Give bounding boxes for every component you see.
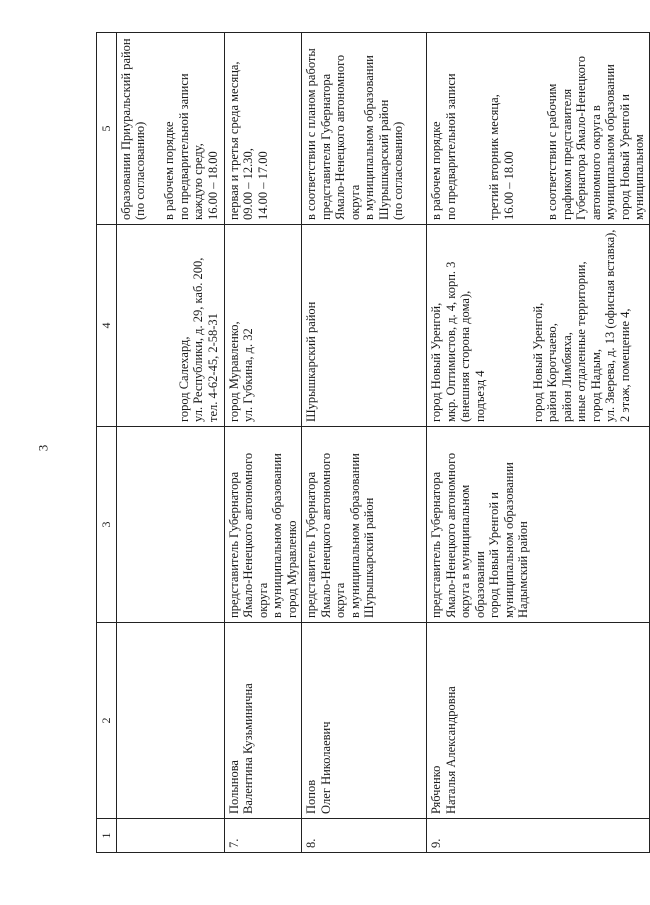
- reception-address: Шурышкарский район: [302, 225, 427, 427]
- column-header: 5: [97, 33, 117, 225]
- header-row: [97, 33, 117, 853]
- column-header: 4: [97, 225, 117, 427]
- row-number: 7.: [224, 819, 302, 853]
- row-number: [116, 819, 224, 853]
- column-header: 3: [97, 427, 117, 623]
- person-name: Рябченко Наталья Александровна: [427, 623, 650, 819]
- reception-schedule: образовании Приуральский район (по согласованию) в рабочем порядке по предварительной записи каждую среду, 16.00 – 18.00: [116, 33, 224, 225]
- person-name: [116, 623, 224, 819]
- person-position: представитель Губернатора Ямало-Ненецкого автономного округа в муниципальном образовании город Новый Уренгой и муниципальном образовании Надымский район: [427, 427, 650, 623]
- person-position: представитель Губернатора Ямало-Ненецкого автономного округа в муниципальном образовании город Муравленко: [224, 427, 302, 623]
- reception-address: город Новый Уренгой, мкр. Оптимистов, д. 4, корп. 3 (внешняя сторона дома), подъезд 4 город Новый Уренгой, район Коротчаево, район Лимбяяха, иные отдаленные территории, город Надым, ул. Зверева, д. 13 (офисная вставка), 2 этаж, помещение 4,: [427, 225, 650, 427]
- column-header: 2: [97, 623, 117, 819]
- reception-address: город Салехард, ул. Республики, д. 29, каб. 200, тел. 4-62-45, 2-58-31: [116, 225, 224, 427]
- table-row: [427, 33, 650, 853]
- table-row: [224, 33, 302, 853]
- table-row: [116, 33, 224, 853]
- table-row: [302, 33, 427, 853]
- row-number: 8.: [302, 819, 427, 853]
- row-number: 9.: [427, 819, 650, 853]
- rotated-page: [96, 33, 646, 853]
- person-position: [116, 427, 224, 623]
- person-name: Полынова Валентина Кузьминична: [224, 623, 302, 819]
- reception-address: город Муравленко, ул. Губкина, д. 32: [224, 225, 302, 427]
- person-position: представитель Губернатора Ямало-Ненецкого автономного округа в муниципальном образовании Шурышкарский район: [302, 427, 427, 623]
- page-number: 3: [35, 444, 51, 452]
- column-header: 1: [97, 819, 117, 853]
- reception-schedule: первая и третья среда месяца, 09.00 – 12.30, 14.00 – 17.00: [224, 33, 302, 225]
- reception-schedule: в рабочем порядке по предварительной записи третий вторник месяца, 16.00 – 18.00 в соответствии с рабочим графиком представителя Губернатора Ямало-Ненецкого автономного округа в муниципальном образовании город Новый Уренгой и муниципальном: [427, 33, 650, 225]
- person-name: Попов Олег Николаевич: [302, 623, 427, 819]
- schedule-table: [96, 32, 650, 853]
- reception-schedule: в соответствии с планом работы представителя Губернатора Ямало-Ненецкого автономного округа в муниципальном образовании Шурышкарский район (по согласованию): [302, 33, 427, 225]
